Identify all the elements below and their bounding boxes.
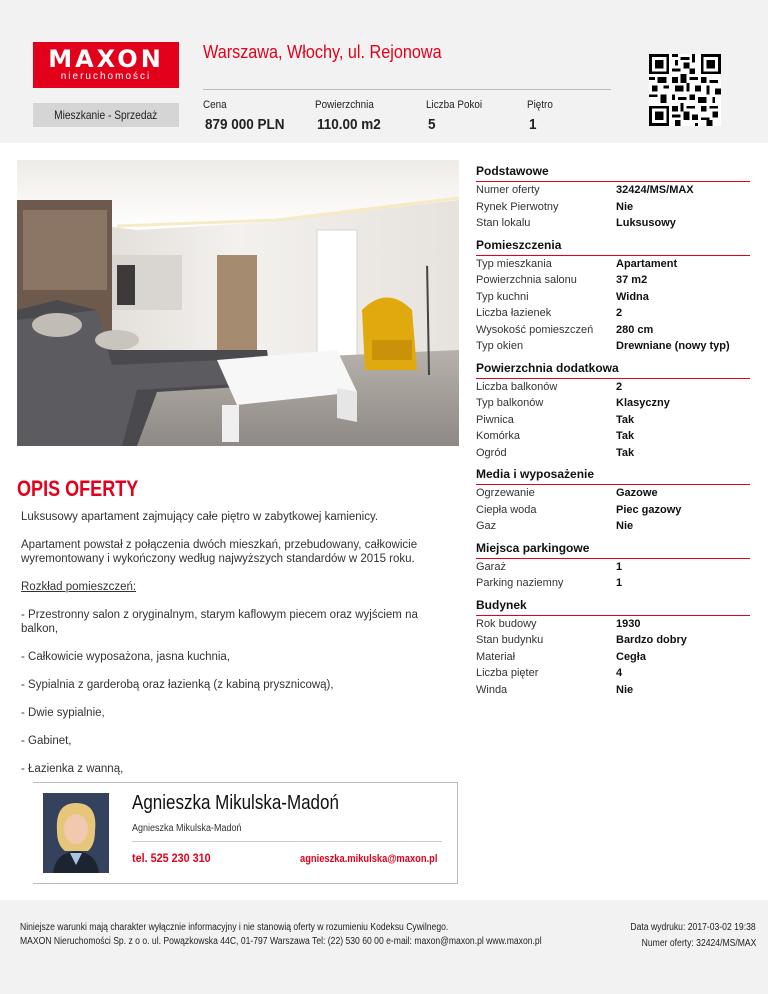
detail-row: [476, 379, 750, 396]
section-title: Powierzchnia dodatkowa: [476, 361, 750, 379]
detail-key: Gaz: [476, 520, 497, 532]
detail-key: Parking naziemny: [476, 577, 564, 589]
footer: [0, 900, 768, 994]
detail-key: Ciepła woda: [476, 503, 537, 516]
detail-value: 37 m2: [616, 274, 648, 286]
description-body: [21, 510, 441, 790]
detail-key: Numer oferty: [476, 184, 540, 196]
detail-key: Powierzchnia salonu: [476, 274, 577, 286]
detail-row: [476, 665, 750, 682]
stat-value: 5: [428, 116, 436, 133]
detail-value: Klasyczny: [616, 397, 670, 409]
detail-key: Rynek Pierwotny: [476, 200, 559, 213]
detail-value: 32424/MS/MAX: [616, 184, 694, 196]
section-budynek: [476, 598, 750, 699]
detail-row: [476, 289, 750, 306]
detail-value: Tak: [616, 446, 635, 459]
detail-key: Typ okien: [476, 340, 524, 352]
detail-row: [476, 575, 750, 592]
detail-key: Typ mieszkania: [476, 257, 552, 270]
stat-value: 110.00 m2: [317, 116, 381, 133]
detail-key: Ogrzewanie: [476, 487, 535, 499]
detail-key: Stan budynku: [476, 634, 544, 646]
agent-divider: [132, 841, 442, 842]
stat-floor: [527, 99, 556, 133]
detail-value: 1930: [616, 617, 641, 630]
detail-value: Drewniane (nowy typ): [616, 340, 730, 352]
detail-row: [476, 428, 750, 445]
description-paragraph: Luksusowy apartament zajmujący całe piętro w zabytkowej kamienicy.: [21, 511, 379, 523]
detail-key: Rok budowy: [476, 617, 537, 630]
detail-value: Nie: [616, 200, 634, 213]
detail-value: Tak: [616, 413, 635, 426]
detail-value: Bardzo dobry: [616, 634, 687, 646]
detail-value: Tak: [616, 430, 635, 442]
detail-row: [476, 559, 750, 576]
section-podstawowe: [476, 164, 750, 232]
section-title: Budynek: [476, 598, 750, 616]
stat-area: [315, 99, 388, 133]
detail-row: [476, 305, 750, 322]
agent-subtitle: Agnieszka Mikulska-Madoń: [132, 823, 242, 834]
description-paragraph: - Sypialnia z garderobą oraz łazienką (z kabiną prysznicową),: [21, 679, 334, 691]
description-paragraph: - Całkowicie wyposażona, jasna kuchnia,: [21, 651, 231, 663]
footer-offer-number: Numer oferty: 32424/MS/MAX: [641, 938, 756, 949]
detail-key: Liczba łazienek: [476, 307, 552, 319]
detail-row: [476, 215, 750, 232]
detail-row: [476, 502, 750, 519]
logo-subtitle: nieruchomości: [60, 71, 152, 82]
description-title: OPIS OFERTY: [17, 476, 139, 501]
stat-label: Powierzchnia: [315, 99, 374, 111]
detail-value: Piec gazowy: [616, 503, 682, 516]
detail-value: 2: [616, 307, 623, 319]
offer-type-label: Mieszkanie - Sprzedaż: [54, 108, 158, 122]
detail-row: [476, 199, 750, 216]
detail-value: 2: [616, 380, 623, 393]
footer-print-date: Data wydruku: 2017-03-02 19:38: [630, 922, 756, 933]
detail-row: [476, 256, 750, 273]
detail-value: Luksusowy: [616, 217, 676, 229]
agent-email-link[interactable]: agnieszka.mikulska@maxon.pl: [300, 853, 438, 865]
detail-key: Wysokość pomieszczeń: [476, 323, 594, 336]
detail-value: Nie: [616, 683, 634, 696]
description-paragraph: - Przestronny salon z oryginalnym, starym kaflowym piecem oraz wyjściem na balkon,: [21, 609, 418, 635]
detail-row: [476, 445, 750, 462]
agent-name: Agnieszka Mikulska-Madoń: [132, 792, 339, 814]
detail-value: Cegła: [616, 650, 646, 663]
description-paragraph: - Dwie sypialnie,: [21, 707, 105, 719]
detail-row: [476, 338, 750, 355]
header-divider: [203, 89, 611, 90]
detail-row: [476, 272, 750, 289]
detail-value: Apartament: [616, 257, 678, 270]
detail-key: Stan lokalu: [476, 217, 531, 229]
detail-row: [476, 395, 750, 412]
footer-company-info: MAXON Nieruchomości Sp. z o o. ul. Powązkowska 44C, 01-797 Warszawa Tel: (22) 530 60 00 e-mail: maxon@maxon.pl www.maxon.pl: [20, 936, 542, 947]
stat-rooms: [426, 99, 488, 133]
stat-label: Piętro: [527, 99, 553, 111]
agent-phone-link[interactable]: tel. 525 230 310: [132, 851, 211, 865]
detail-key: Liczba pięter: [476, 667, 539, 679]
detail-key: Liczba balkonów: [476, 380, 558, 393]
detail-row: [476, 485, 750, 502]
section-title: Podstawowe: [476, 164, 750, 182]
qr-code-icon[interactable]: [647, 54, 723, 126]
section-title: Media i wyposażenie: [476, 467, 750, 485]
stat-value: 879 000 PLN: [205, 116, 285, 133]
detail-row: [476, 182, 750, 199]
detail-value: 1: [616, 577, 623, 589]
detail-row: [476, 682, 750, 699]
agent-card: [33, 782, 458, 884]
detail-key: Ogród: [476, 446, 507, 459]
section-media: [476, 467, 750, 535]
section-parking: [476, 541, 750, 592]
description-paragraph: Apartament powstał z połączenia dwóch mieszkań, przebudowany, całkowicie wyremontowany i wykończony według najwyższych standardów w 2015 roku.: [21, 539, 418, 565]
detail-key: Typ kuchni: [476, 290, 529, 303]
header: [0, 0, 768, 143]
maxon-logo[interactable]: [33, 42, 179, 88]
detail-row: [476, 412, 750, 429]
section-title: Pomieszczenia: [476, 238, 750, 256]
detail-value: 280 cm: [616, 323, 654, 336]
detail-row: [476, 322, 750, 339]
agent-avatar: [43, 793, 109, 873]
section-powierzchnia-dodatkowa: [476, 361, 750, 462]
description-paragraph: Rozkład pomieszczeń:: [21, 581, 137, 593]
detail-value: Widna: [616, 290, 649, 303]
section-title: Miejsca parkingowe: [476, 541, 750, 559]
detail-key: Typ balkonów: [476, 397, 544, 409]
offer-type-badge: [33, 103, 179, 127]
detail-key: Garaż: [476, 560, 506, 573]
detail-key: Komórka: [476, 430, 521, 442]
details-column: [476, 164, 750, 704]
detail-key: Winda: [476, 683, 508, 696]
description-paragraph: - Łazienka z wanną,: [21, 763, 124, 775]
detail-row: [476, 632, 750, 649]
property-address: Warszawa, Włochy, ul. Rejonowa: [203, 42, 442, 62]
description-paragraph: - Gabinet,: [21, 735, 72, 747]
property-photo[interactable]: [17, 160, 459, 446]
stat-label: Cena: [203, 99, 227, 111]
detail-value: 1: [616, 560, 623, 573]
stat-value: 1: [529, 116, 537, 133]
detail-value: 4: [616, 667, 623, 679]
detail-key: Piwnica: [476, 413, 514, 426]
footer-disclaimer: Niniejsze warunki mają charakter wyłącznie informacyjny i nie stanowią oferty w rozumieniu Kodeksu Cywilnego.: [20, 922, 449, 933]
detail-row: [476, 616, 750, 633]
detail-key: Materiał: [476, 650, 516, 663]
section-pomieszczenia: [476, 238, 750, 355]
stat-label: Liczba Pokoi: [426, 99, 483, 111]
detail-row: [476, 518, 750, 535]
detail-value: Nie: [616, 520, 634, 532]
detail-row: [476, 649, 750, 666]
detail-value: Gazowe: [616, 487, 658, 499]
logo-wordmark: MAXON: [48, 45, 164, 73]
stat-price: [203, 99, 293, 133]
